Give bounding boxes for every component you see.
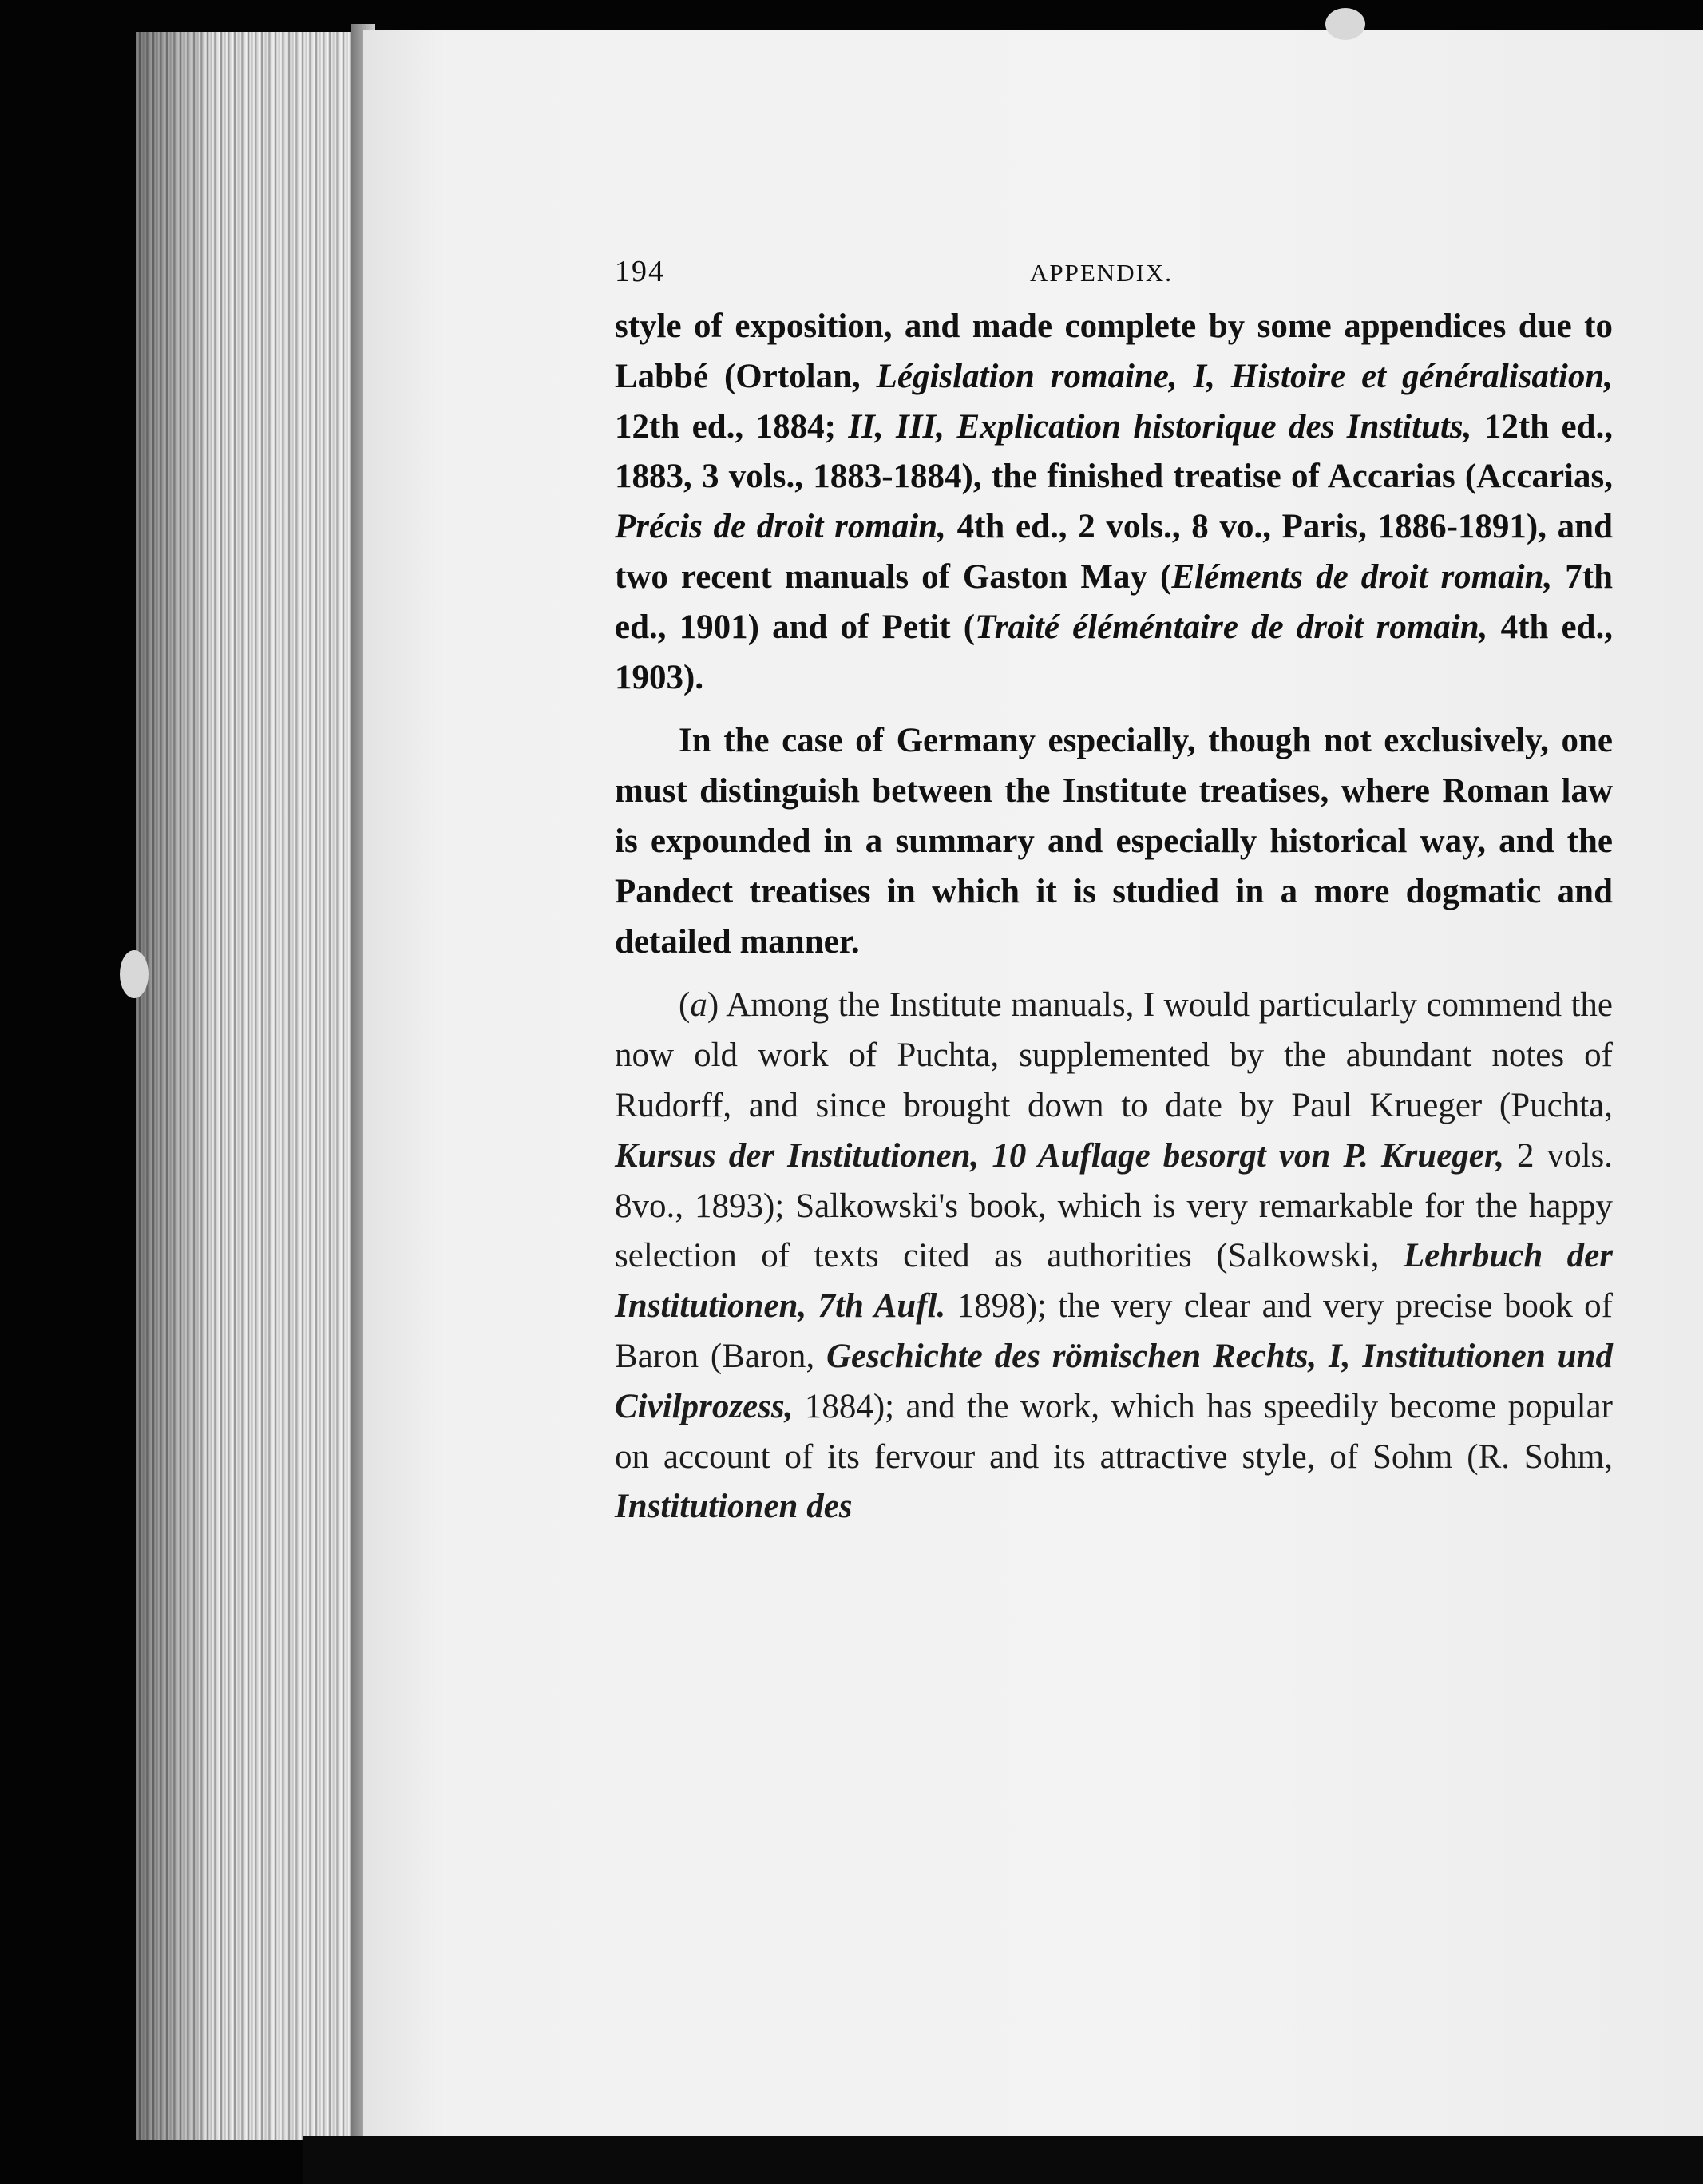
- italic-segment: Lehrbuch der Institutionen, 7th Aufl.: [615, 1237, 1613, 1326]
- running-title: APPENDIX.: [1030, 259, 1174, 287]
- scan-blot: [1325, 8, 1365, 40]
- italic-segment: Traité éléméntaire de droit romain,: [975, 608, 1488, 646]
- text-segment: 7th ed., 1901) and of Petit (: [615, 557, 1614, 646]
- paragraph-3: [615, 981, 1613, 1532]
- text-segment: In the case of Germany especially, though not exclusively, one must distinguish between the Institute treatises, where Roman law is expounded in a summary and especially historical way, and the Pandect treatises in which it is studied in a more dogmatic and detailed manner.: [615, 722, 1613, 961]
- text-segment: 4th ed., 2 vols., 8 vo., Paris, 1886-1891), and two recent manuals of Gaston May (: [615, 508, 1614, 596]
- italic-segment: Législation romaine, I, Histoire et généralisation,: [876, 357, 1613, 395]
- paragraph-2: [615, 716, 1613, 967]
- text-segment: ) Among the Institute manuals, I would particularly commend the now old work of Puchta, supplemented by the abundant notes of Rudorff, and since brought down to date by Paul Krueger (Puchta,: [615, 986, 1613, 1124]
- italic-segment: Institutionen des: [615, 1488, 853, 1526]
- text-segment: 4th ed., 1903).: [615, 608, 1613, 696]
- text-segment: (: [679, 986, 691, 1025]
- page-number: 194: [615, 255, 665, 288]
- paragraph-1: [615, 302, 1613, 703]
- bottom-shadow: [303, 2136, 1703, 2184]
- page-text: [615, 254, 1613, 1532]
- scan-blot: [120, 950, 149, 998]
- italic-segment: Précis de droit romain,: [615, 508, 946, 546]
- text-segment: 12th ed., 1883, 3 vols., 1883-1884), the finished treatise of Accarias (Accarias,: [615, 407, 1613, 496]
- book-page-edges: [136, 32, 367, 2140]
- text-segment: 12th ed., 1884;: [615, 407, 849, 446]
- italic-segment: a: [690, 986, 707, 1025]
- italic-segment: Kursus der Institutionen, 10 Auflage besorgt von P. Krueger,: [615, 1136, 1504, 1175]
- italic-segment: Eléments de droit romain,: [1171, 557, 1553, 596]
- text-segment: 1898); the very clear and very precise book of Baron (Baron,: [615, 1287, 1613, 1375]
- text-segment: 1884); and the work, which has speedily become popular on account of its fervour and its attractive style, of Sohm (R. Sohm,: [615, 1387, 1613, 1476]
- running-head: [615, 254, 1613, 302]
- italic-segment: Geschichte des römischen Rechts, I, Institutionen und Civilprozess,: [615, 1337, 1613, 1425]
- text-segment: style of exposition, and made complete by some appendices due to Labbé (Ortolan,: [615, 307, 1613, 395]
- italic-segment: II, III, Explication historique des Instituts,: [848, 407, 1472, 446]
- text-segment: 2 vols. 8vo., 1893); Salkowski's book, which is very remarkable for the happy selection of texts cited as authorities (Salkowski,: [615, 1136, 1613, 1275]
